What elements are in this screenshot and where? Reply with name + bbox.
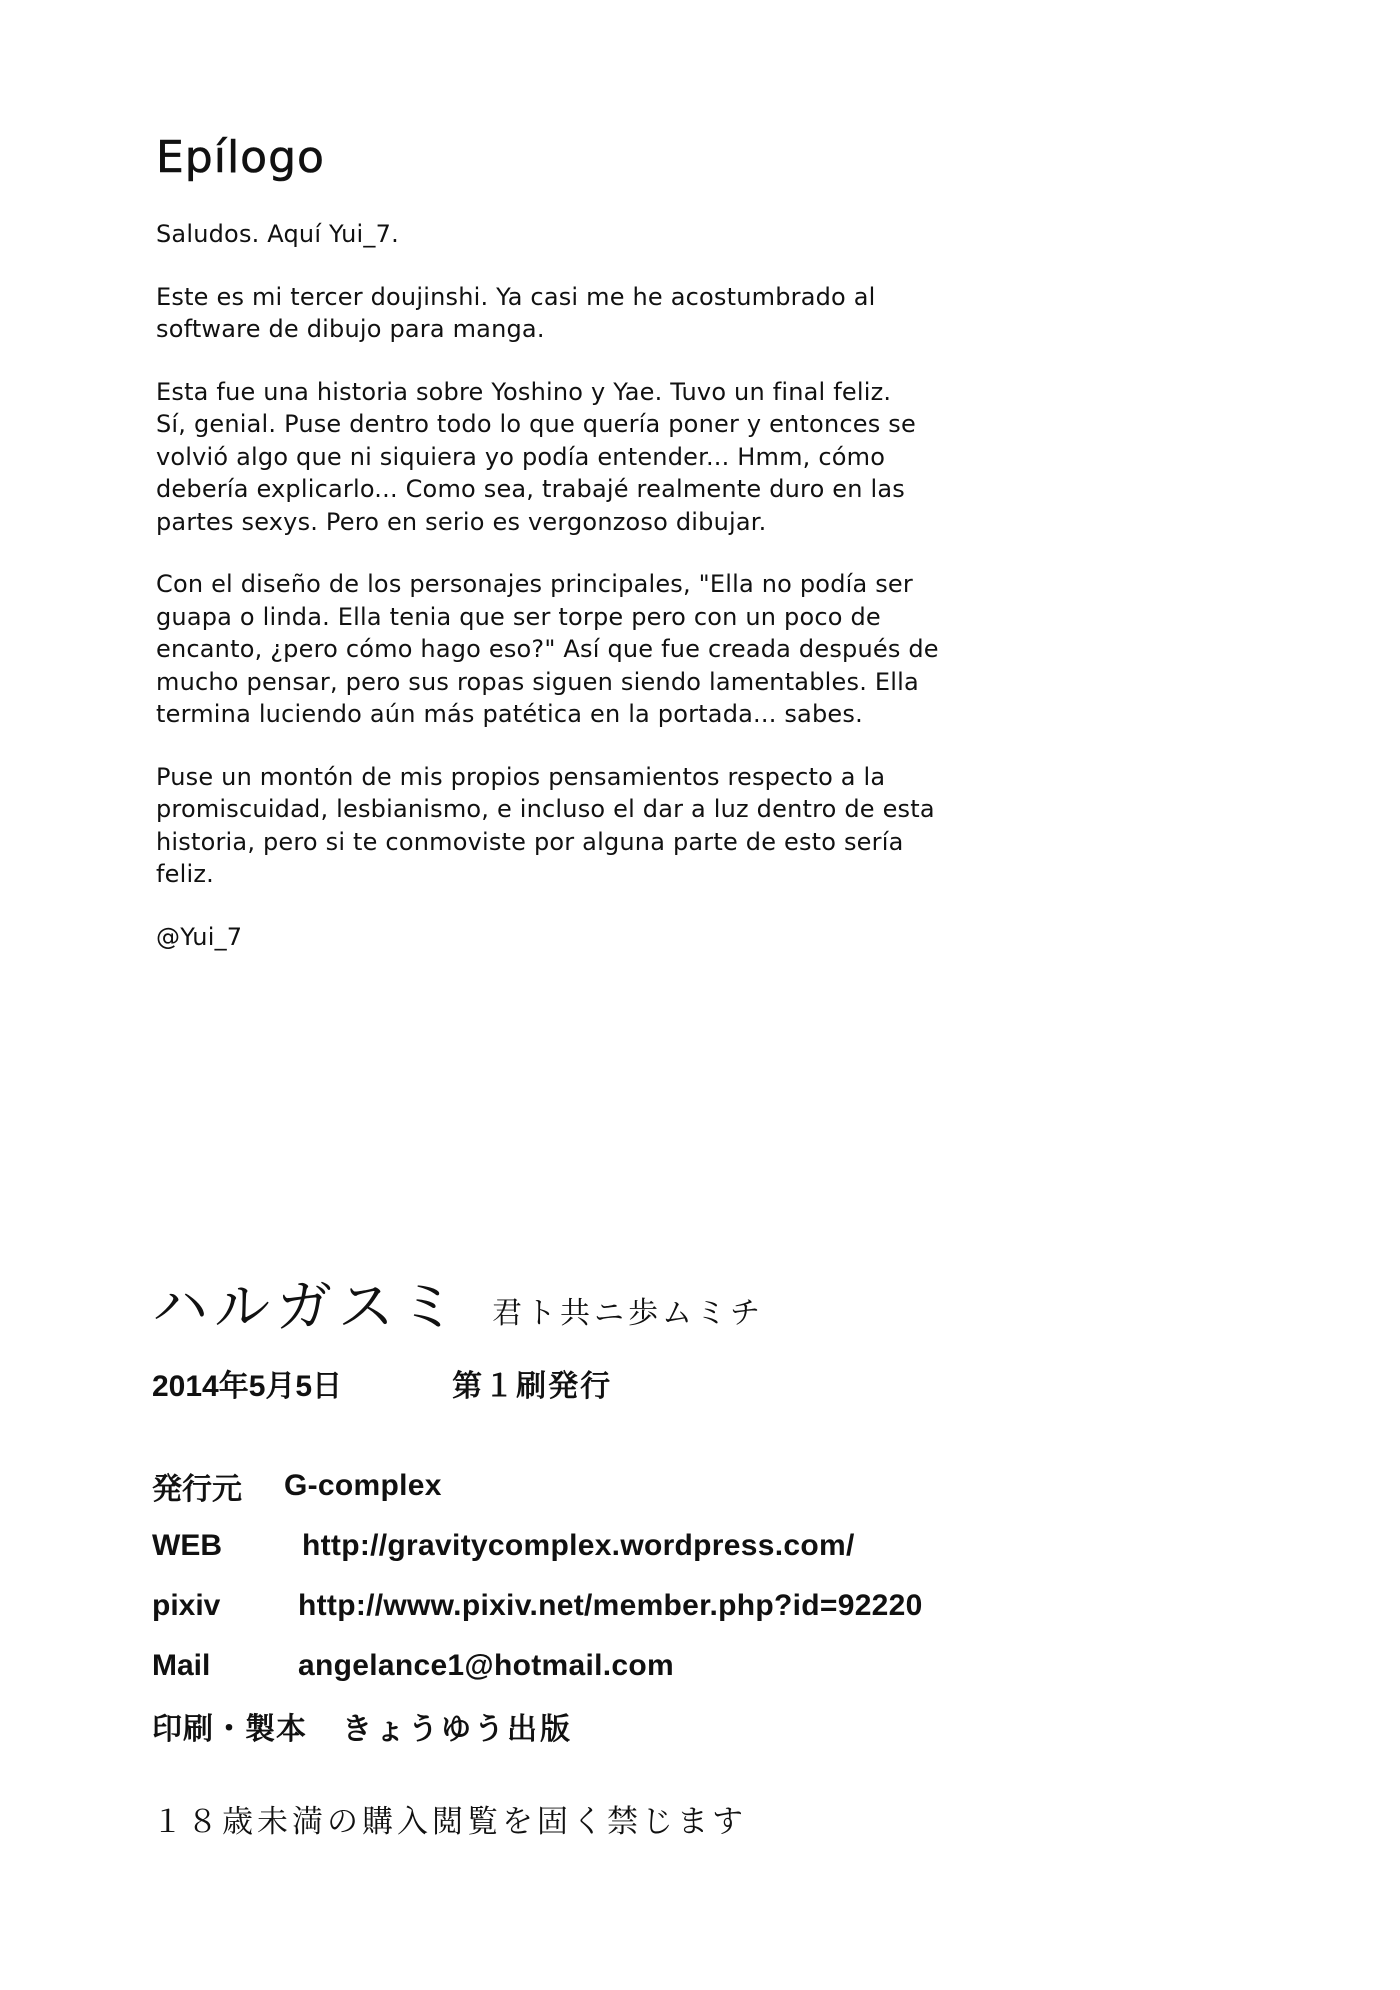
pixiv-label: pixiv <box>152 1589 221 1622</box>
print-value: きょうゆう出版 <box>342 1713 573 1746</box>
epilogue-paragraph-story: Esta fue una historia sobre Yoshino y Yae. Tuvo un final feliz. Sí, genial. Puse dentro todo lo que quería poner y entonces se volvió algo que ni siquiera yo podía entender... Hmm, cómo debería explicarlo... Como sea, trabajé realmente duro en las partes sexys. Pero en serio es vergonzoso dibujar. <box>156 377 916 536</box>
publisher-label: 発行元 <box>152 1473 242 1506</box>
edition-label: 第１刷発行 <box>452 1370 613 1403</box>
book-subtitle: 君ト共ニ歩ムミチ <box>492 1296 764 1331</box>
age-restriction-notice: １８歳未満の購入閲覧を固く禁じます <box>152 1804 747 1840</box>
web-label: WEB <box>152 1529 222 1562</box>
info-row-web <box>152 1516 1152 1576</box>
info-row-mail <box>152 1636 1152 1696</box>
epilogue-section <box>156 128 1056 983</box>
info-row-publisher <box>152 1456 1152 1516</box>
print-label: 印刷・製本 <box>152 1713 307 1746</box>
info-row-pixiv <box>152 1576 1152 1636</box>
epilogue-paragraph-design: Con el diseño de los personajes principales, "Ella no podía ser guapa o linda. Ella tenia que ser torpe pero con un poco de encanto, ¿pero cómo hago eso?" Así que fue creada después de mucho pensar, pero sus ropas siguen siendo lamentables. Ella termina luciendo aún más patética en la portada... sabes. <box>156 570 939 728</box>
web-link[interactable]: http://gravitycomplex.wordpress.com/ <box>302 1529 855 1562</box>
publication-date: 2014年5月5日 <box>152 1370 343 1403</box>
mail-link[interactable]: angelance1@hotmail.com <box>298 1649 674 1682</box>
epilogue-title: Epílogo <box>156 132 325 183</box>
epilogue-paragraph-greeting: Saludos. Aquí Yui_7. <box>156 220 399 248</box>
book-title: ハルガスミ <box>152 1275 462 1340</box>
colophon-section <box>152 1268 1152 1844</box>
pixiv-link[interactable]: http://www.pixiv.net/member.php?id=92220 <box>298 1589 923 1622</box>
publication-date-row <box>152 1358 1152 1408</box>
book-title-row <box>152 1268 1152 1338</box>
publisher-info <box>152 1456 1152 1756</box>
epilogue-paragraph-doujinshi: Este es mi tercer doujinshi. Ya casi me he acostumbrado al software de dibujo para manga. <box>156 282 876 343</box>
epilogue-paragraph-thoughts: Puse un montón de mis propios pensamientos respecto a la promiscuidad, lesbianismo, e incluso el dar a luz dentro de esta historia, pero si te conmoviste por alguna parte de esto sería feliz. <box>156 762 935 888</box>
info-row-print <box>152 1696 1152 1756</box>
epilogue-signature: @Yui_7 <box>156 922 243 951</box>
publisher-value: G-complex <box>284 1469 442 1502</box>
mail-label: Mail <box>152 1649 211 1682</box>
